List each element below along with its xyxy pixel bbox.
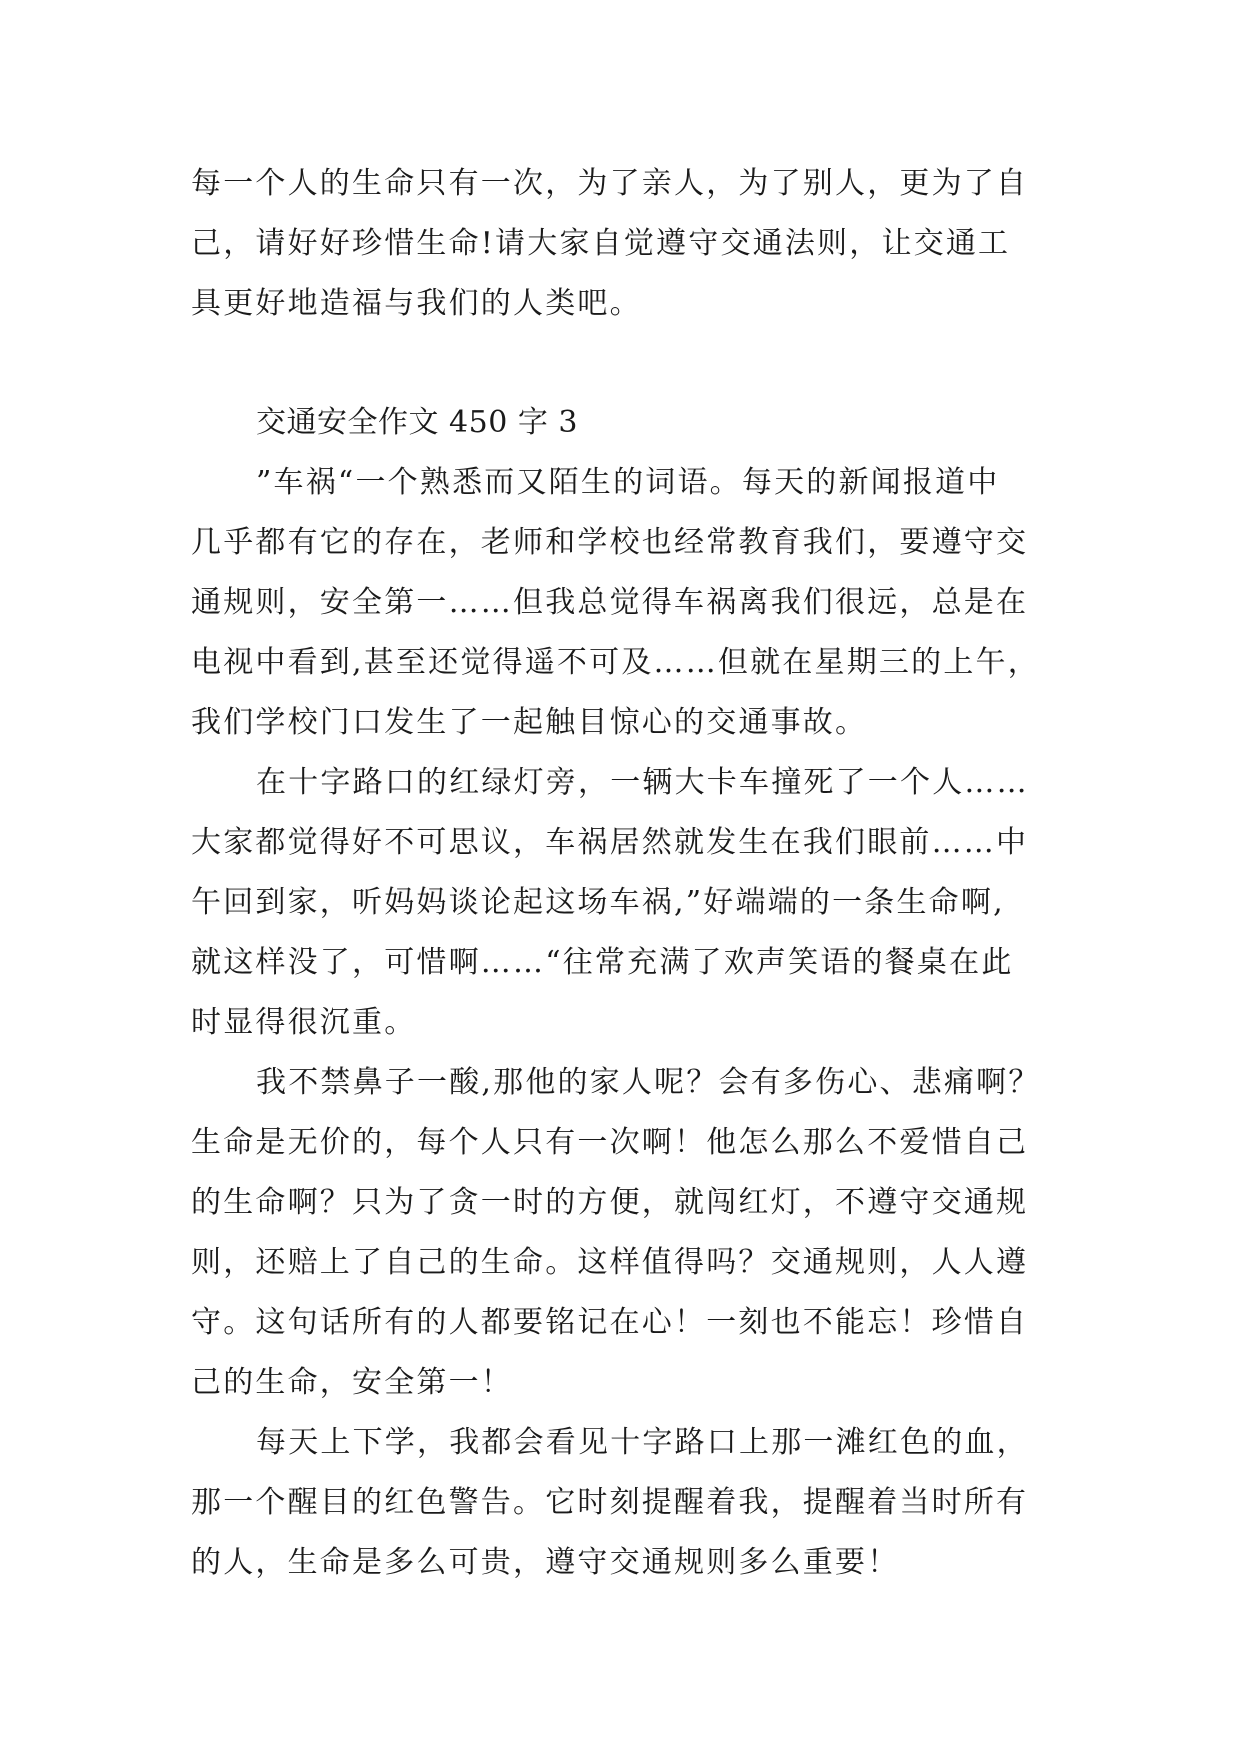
text-line: 具更好地造福与我们的人类吧。 — [191, 286, 642, 321]
text-line: ”车祸“一个熟悉而又陌生的词语。每天的新闻报道中 — [256, 465, 1000, 500]
text-line: 电视中看到,甚至还觉得遥不可及……但就在星期三的上午， — [191, 645, 1040, 680]
text-line: 我不禁鼻子一酸,那他的家人呢？会有多伤心、悲痛啊？ — [256, 1065, 1041, 1100]
text-line: 午回到家，听妈妈谈论起这场车祸,”好端端的一条生命啊, — [191, 885, 1005, 920]
text-line: 每一个人的生命只有一次，为了亲人，为了别人，更为了自 — [191, 166, 1029, 201]
text-line: 则，还赔上了自己的生命。这样值得吗？交通规则，人人遵 — [191, 1245, 1029, 1280]
text-line: 的人，生命是多么可贵，遵守交通规则多么重要！ — [191, 1545, 900, 1580]
text-line: 时显得很沉重。 — [191, 1005, 417, 1040]
text-line: 己的生命，安全第一！ — [191, 1365, 513, 1400]
text-line: 通规则，安全第一……但我总觉得车祸离我们很远，总是在 — [191, 585, 1029, 620]
text-line: 我们学校门口发生了一起触目惊心的交通事故。 — [191, 705, 868, 740]
text-line: 就这样没了，可惜啊……“往常充满了欢声笑语的餐桌在此 — [191, 945, 1014, 980]
text-line: 每天上下学，我都会看见十字路口上那一滩红色的血， — [256, 1425, 1029, 1460]
text-line: 己，请好好珍惜生命!请大家自觉遵守交通法则，让交通工 — [191, 226, 1011, 261]
text-line: 的生命啊？只为了贪一时的方便，就闯红灯，不遵守交通规 — [191, 1185, 1029, 1220]
text-line: 大家都觉得好不可思议，车祸居然就发生在我们眼前……中 — [191, 825, 1029, 860]
section-heading: 交通安全作文 450 字 3 — [256, 405, 578, 440]
text-line: 生命是无价的，每个人只有一次啊！他怎么那么不爱惜自己 — [191, 1125, 1029, 1160]
text-line: 几乎都有它的存在，老师和学校也经常教育我们，要遵守交 — [191, 525, 1029, 560]
text-line: 在十字路口的红绿灯旁，一辆大卡车撞死了一个人…… — [256, 765, 1029, 800]
text-line: 守。这句话所有的人都要铭记在心！一刻也不能忘！珍惜自 — [191, 1305, 1029, 1340]
text-line: 那一个醒目的红色警告。它时刻提醒着我，提醒着当时所有 — [191, 1485, 1029, 1520]
